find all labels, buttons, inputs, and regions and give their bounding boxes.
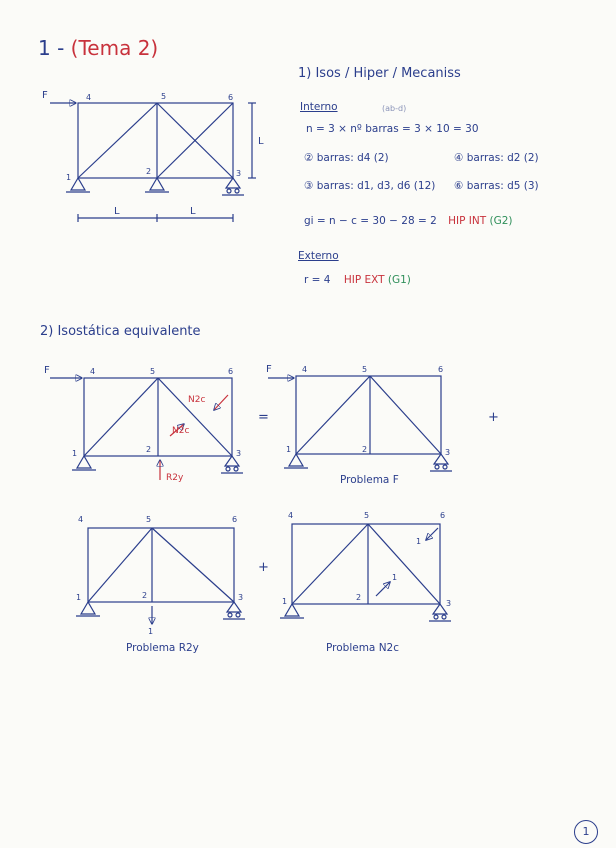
node-4-a: 4 bbox=[86, 93, 92, 102]
eq-n: n = 3 × nº barras = 3 × 10 = 30 bbox=[306, 123, 479, 135]
force-n2c: N2c bbox=[188, 395, 206, 405]
exercise-tema: (Tema 2) bbox=[70, 36, 159, 60]
truss-original bbox=[50, 103, 256, 222]
node-6-d: 6 bbox=[232, 515, 238, 524]
node-2-b: 2 bbox=[146, 445, 152, 454]
externo-label: Externo bbox=[298, 250, 339, 262]
page-number: 1 bbox=[574, 820, 598, 844]
node-3-a: 3 bbox=[236, 169, 242, 178]
node-1-c: 1 bbox=[286, 445, 292, 454]
barras-2: ② barras: d4 (2) bbox=[304, 152, 389, 164]
node-5-d: 5 bbox=[146, 515, 152, 524]
force-n2c-2: N2c bbox=[172, 426, 190, 436]
label-problema-f: Problema F bbox=[340, 474, 399, 486]
barras-4: ④ barras: d2 (2) bbox=[454, 152, 539, 164]
dim-l-horizontal-1: L bbox=[114, 206, 120, 217]
node-5-a: 5 bbox=[161, 92, 167, 101]
node-5-b: 5 bbox=[150, 367, 156, 376]
node-2-c: 2 bbox=[362, 445, 368, 454]
exercise-number: 1 - bbox=[38, 36, 65, 60]
node-3-c: 3 bbox=[445, 448, 451, 457]
ext-degree: (G1) bbox=[387, 274, 411, 286]
node-5-e: 5 bbox=[364, 511, 370, 520]
interno-label: Interno bbox=[300, 101, 338, 113]
barras-6: ⑥ barras: d5 (3) bbox=[454, 180, 539, 192]
node-3-b: 3 bbox=[236, 449, 242, 458]
node-6-b: 6 bbox=[228, 367, 234, 376]
dim-l-vertical: L bbox=[258, 136, 264, 147]
unit-load-r: 1 bbox=[148, 627, 154, 636]
node-1-d: 1 bbox=[76, 593, 82, 602]
node-1-e: 1 bbox=[282, 597, 288, 606]
plus-sign-2: + bbox=[258, 560, 269, 575]
truss-problema-n bbox=[280, 524, 451, 621]
ext-hip: HIP EXT bbox=[343, 274, 385, 286]
force-f-a: F bbox=[42, 90, 48, 101]
unit-load-n-top: 1 bbox=[416, 537, 422, 546]
interno-note: (ab-d) bbox=[382, 104, 407, 113]
unit-load-n-diag: 1 bbox=[392, 573, 398, 582]
node-6-e: 6 bbox=[440, 511, 446, 520]
node-3-d: 3 bbox=[238, 593, 244, 602]
node-4-d: 4 bbox=[78, 515, 84, 524]
node-1-b: 1 bbox=[72, 449, 78, 458]
equals-sign: = bbox=[258, 410, 269, 425]
truss-equivalent bbox=[50, 378, 243, 480]
barras-3: ③ barras: d1, d3, d6 (12) bbox=[304, 180, 436, 192]
section1-title: 1) Isos / Hiper / Mecaniss bbox=[298, 66, 461, 81]
force-f-b: F bbox=[44, 365, 50, 376]
force-r2y: R2y bbox=[166, 473, 184, 483]
dim-l-horizontal-2: L bbox=[190, 206, 196, 217]
node-6-c: 6 bbox=[438, 365, 444, 374]
truss-problema-f bbox=[268, 376, 452, 471]
node-4-c: 4 bbox=[302, 365, 308, 374]
label-problema-n: Problema N2c bbox=[326, 642, 400, 654]
node-4-e: 4 bbox=[288, 511, 294, 520]
node-3-e: 3 bbox=[446, 599, 452, 608]
label-problema-r: Problema R2y bbox=[126, 642, 199, 654]
gi-degree: (G2) bbox=[489, 215, 513, 227]
ext-eq-text: r = 4 bbox=[304, 274, 331, 286]
node-2-e: 2 bbox=[356, 593, 362, 602]
section2-title: 2) Isostática equivalente bbox=[40, 324, 201, 339]
node-2-a: 2 bbox=[146, 167, 152, 176]
node-labels bbox=[66, 92, 451, 608]
truss-problema-r bbox=[76, 528, 245, 624]
gi-eq-text: gi = n − c = 30 − 28 = 2 bbox=[304, 215, 437, 227]
node-6-a: 6 bbox=[228, 93, 234, 102]
plus-sign-1: + bbox=[488, 410, 499, 425]
node-5-c: 5 bbox=[362, 365, 368, 374]
node-1-a: 1 bbox=[66, 173, 72, 182]
node-2-d: 2 bbox=[142, 591, 148, 600]
gi-hip: HIP INT bbox=[448, 215, 487, 227]
force-f-c: F bbox=[266, 364, 272, 375]
node-4-b: 4 bbox=[90, 367, 96, 376]
